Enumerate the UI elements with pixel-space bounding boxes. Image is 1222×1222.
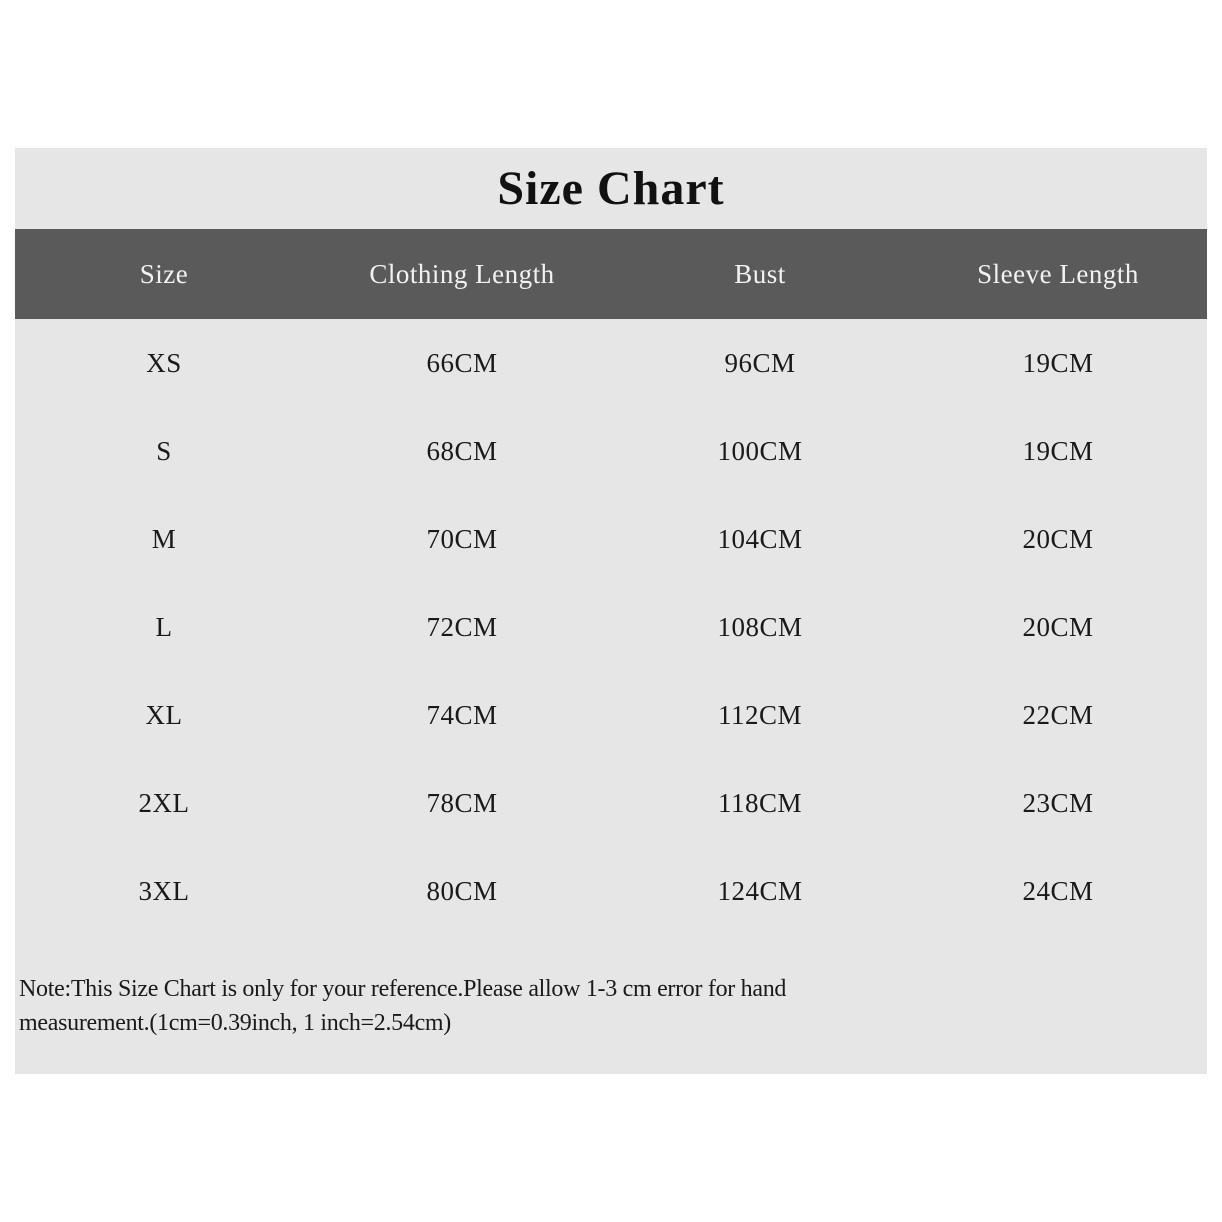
clothing-length-cell: 74CM bbox=[426, 699, 498, 730]
size-cell: XL bbox=[145, 699, 183, 730]
table-header bbox=[15, 229, 1207, 319]
sleeve-length-cell: 23CM bbox=[1022, 787, 1094, 818]
header-sleeve-length: Sleeve Length bbox=[977, 258, 1139, 289]
table-body bbox=[15, 319, 1207, 935]
size-chart-panel bbox=[15, 148, 1207, 1074]
clothing-length-cell: 72CM bbox=[426, 611, 498, 642]
size-cell: M bbox=[151, 523, 177, 554]
sleeve-length-cell: 20CM bbox=[1022, 523, 1094, 554]
table-row bbox=[15, 671, 1207, 759]
sleeve-length-cell: 19CM bbox=[1022, 347, 1094, 378]
measurement-note bbox=[19, 972, 919, 1040]
clothing-length-cell: 80CM bbox=[426, 875, 498, 906]
bust-cell: 104CM bbox=[717, 523, 803, 554]
table-row bbox=[15, 759, 1207, 847]
sleeve-length-cell: 19CM bbox=[1022, 435, 1094, 466]
size-cell: 3XL bbox=[138, 875, 190, 906]
note-line-2: measurement.(1cm=0.39inch, 1 inch=2.54cm) bbox=[19, 1010, 451, 1036]
bust-cell: 118CM bbox=[717, 787, 802, 818]
clothing-length-cell: 68CM bbox=[426, 435, 498, 466]
size-chart-title: Size Chart bbox=[497, 162, 725, 215]
size-cell: S bbox=[156, 435, 172, 466]
header-bust: Bust bbox=[734, 258, 786, 289]
bust-cell: 124CM bbox=[717, 875, 803, 906]
table-row bbox=[15, 495, 1207, 583]
sleeve-length-cell: 22CM bbox=[1022, 699, 1094, 730]
header-size: Size bbox=[139, 258, 189, 289]
bust-cell: 100CM bbox=[717, 435, 803, 466]
note-line-1: Note:This Size Chart is only for your reference.Please allow 1-3 cm error for hand bbox=[19, 976, 787, 1002]
size-cell: XS bbox=[146, 347, 182, 378]
table-row bbox=[15, 407, 1207, 495]
bust-cell: 96CM bbox=[724, 347, 796, 378]
header-clothing-length: Clothing Length bbox=[369, 258, 555, 289]
clothing-length-cell: 78CM bbox=[426, 787, 498, 818]
clothing-length-cell: 70CM bbox=[426, 523, 498, 554]
table-row bbox=[15, 847, 1207, 935]
table-row bbox=[15, 319, 1207, 407]
sleeve-length-cell: 20CM bbox=[1022, 611, 1094, 642]
size-cell: L bbox=[155, 611, 173, 642]
size-cell: 2XL bbox=[138, 787, 190, 818]
bust-cell: 112CM bbox=[717, 699, 802, 730]
sleeve-length-cell: 24CM bbox=[1022, 875, 1094, 906]
bust-cell: 108CM bbox=[717, 611, 803, 642]
clothing-length-cell: 66CM bbox=[426, 347, 498, 378]
table-row bbox=[15, 583, 1207, 671]
